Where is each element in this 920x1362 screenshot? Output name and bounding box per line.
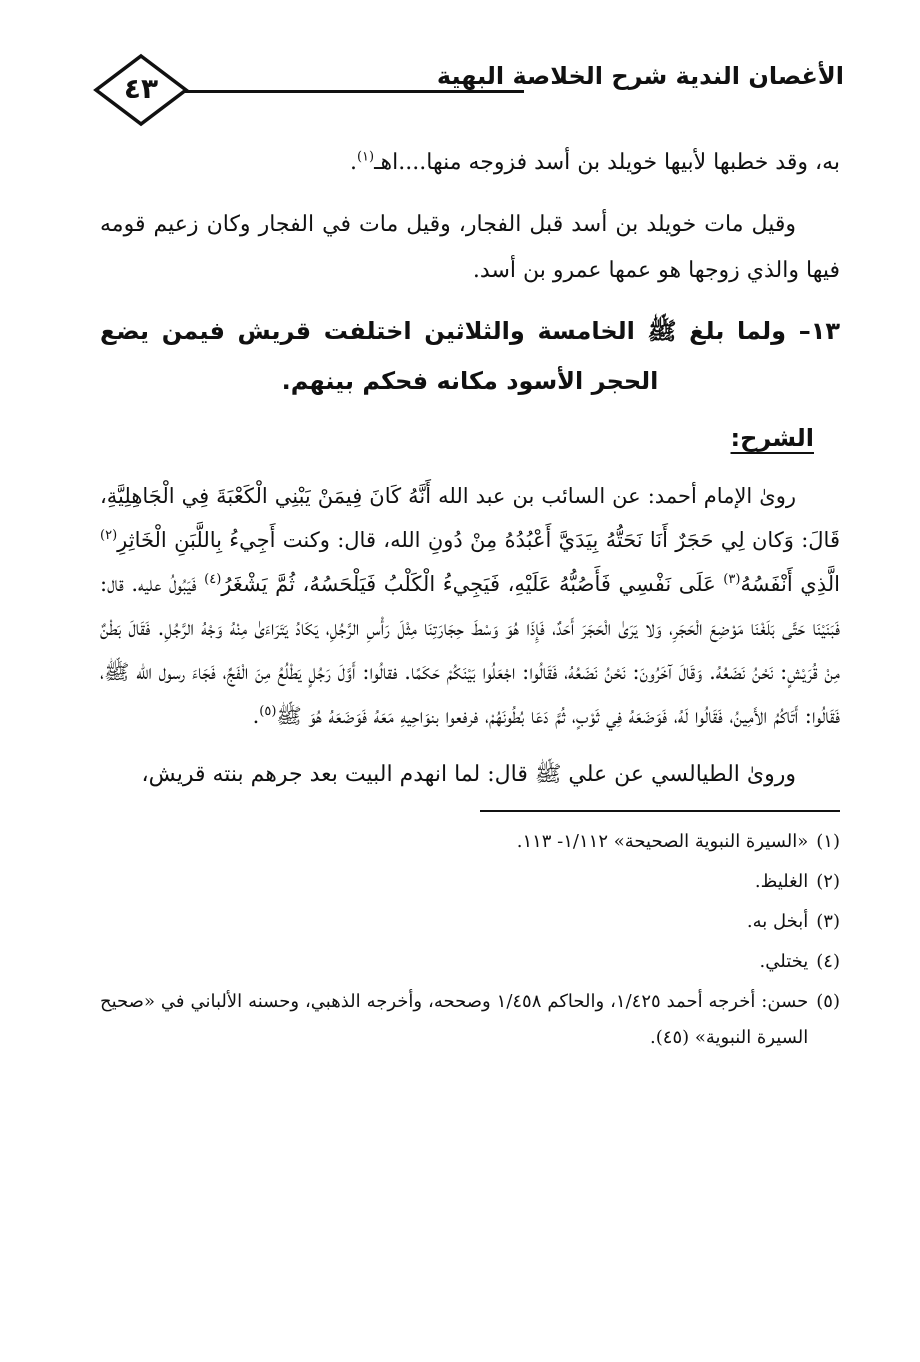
footnote-1 — [100, 824, 840, 860]
spacer — [100, 186, 840, 202]
footnote-number: (١) — [816, 831, 840, 852]
footnotes-list — [100, 824, 840, 1056]
quote-part-1: روىٰ الإمام أحمد: عن السائب بن عبد الله أَنَّهُ كَانَ فِيمَنْ يَبْنِي الْكَعْبَةَ فِي الْجَاهِلِيَّةِ، قَالَ: وَكان لِي حَجَرٌ أَنَا نَحَتُّهُ بِيَدَيَّ أَعْبُدُهُ مِنْ دُونِ الله، قال: وكنت أَجِيءُ بِاللَّبَنِ الْخَاثِرِ — [100, 484, 840, 552]
footnote-number: (٢) — [816, 871, 840, 892]
footnote-text: الغليظ. — [754, 871, 809, 892]
section-heading-13: ١٣– ولما بلغ ﷺ الخامسة والثلاثين اختلفت قريش فيمن يضع الحجر الأسود مكانه فحكم بينهم. — [100, 317, 840, 395]
intro-end: . — [349, 150, 357, 175]
footnote-4 — [100, 944, 840, 980]
footnote-text: حسن: أخرجه أحمد ١/٤٢٥، والحاكم ١/٤٥٨ وصححه، وأخرجه الذهبي، وحسنه الألباني في «صحيح السيرة النبوية» (٤٥). — [100, 991, 809, 1048]
intro-line — [100, 140, 840, 186]
footnote-ref-5: (٥) — [259, 704, 277, 719]
footnote-text: يختلي. — [759, 951, 809, 972]
quote-part-2: الَّذِي أَنْفَسُهُ — [740, 572, 840, 596]
footnote-5 — [100, 984, 840, 1056]
quote-part-4: فَيَبُولُ عليه. قال: فَبَنَيْنَا حَتَّى بَلَغْنَا مَوْضِعَ الْحَجَرِ، وَلا يَرَىٰ الْحَجَرَ أَحَدٌ، فَإِذَا هُوَ وَسْطَ حِجَارَتِنَا مِثْلَ رَأْسِ الرَّجُلِ، يَكَادُ يَتَرَاءَىٰ مِنْهُ وَجْهُ الرَّجُلِ. فَقَالَ بَطْنٌ مِنْ قُرَيْشٍ: نَحْنُ نَضَعُهُ. وَقَالَ آخَرُونَ: نَحْنُ نَضَعُهُ، فَقَالُوا: اجْعَلُوا بَيْنَكُمْ حَكَمًا. فقالُوا: أَوَّلَ رَجُلٍ يَطْلُعُ مِنَ الْفَجِّ، فَجَاءَ رسول الله ﷺ، فَقَالُوا: أَتَاكُمُ الأَمِينُ، فَقَالُوا لَهُ، فَوَضَعَهُ فِي ثَوْبٍ، ثُمَّ دَعَا بُطُونَهُمْ، فرفعوا بنوَاحِيهِ مَعَهُ فَوَضَعَهُ هُوَ ﷺ — [100, 572, 840, 728]
footnote-text: أبخل به. — [746, 911, 809, 932]
page-number: ٤٣ — [123, 72, 159, 105]
footnote-number: (٣) — [816, 911, 840, 932]
book-title: الأغصان الندية شرح الخلاصة البهية — [436, 62, 844, 90]
hadith-quote — [100, 474, 840, 738]
header-rule — [184, 90, 524, 93]
quote-end: . — [252, 704, 260, 728]
footnote-ref-3: (٣) — [723, 572, 741, 587]
footnote-text: «السيرة النبوية الصحيحة» ١/١١٢- ١١٣. — [516, 831, 809, 852]
paragraph-tayalisi: وروىٰ الطيالسي عن علي ﷺ قال: لما انهدم البيت بعد جرهم بنته قريش، — [141, 762, 796, 787]
footnote-ref-1: (١) — [356, 149, 375, 165]
footnote-2 — [100, 864, 840, 900]
footnote-separator — [480, 810, 840, 812]
footnote-ref-2: (٢) — [100, 528, 118, 543]
intro-text: به، وقد خطبها لأبيها خويلد بن أسد فزوجه منها....اهـ — [374, 150, 840, 175]
page-header — [92, 52, 844, 130]
footnote-3 — [100, 904, 840, 940]
quote-part-3: عَلَى نَفْسِي فَأَصُبُّهُ عَلَيْهِ، فَيَجِيءُ الْكَلْبُ فَيَلْحَسُهُ، ثُمَّ يَشْغَرُ — [221, 572, 724, 596]
paragraph-khuwaylid: وقيل مات خويلد بن أسد قبل الفجار، وقيل مات في الفجار وكان زعيم قومه فيها والذي زوجها هو عمها عمرو بن أسد. — [100, 212, 840, 283]
footnote-number: (٤) — [816, 951, 840, 972]
footnote-number: (٥) — [816, 991, 840, 1012]
commentary-label: الشرح: — [730, 424, 814, 452]
footnote-ref-4: (٤) — [204, 572, 222, 587]
page-body — [100, 140, 840, 1060]
